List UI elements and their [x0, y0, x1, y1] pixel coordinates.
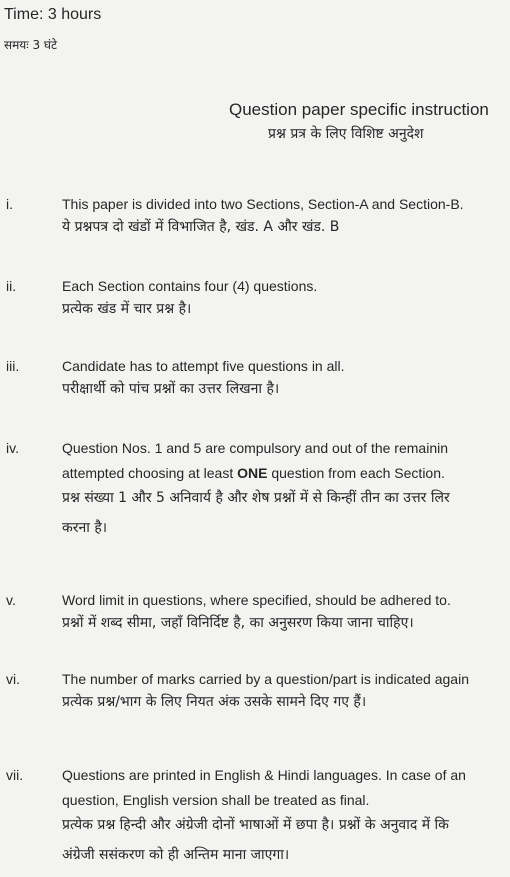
- instruction-numeral: vi.: [6, 671, 20, 687]
- instruction-numeral: vii.: [6, 767, 24, 783]
- instruction-english-segment: attempted choosing at least: [62, 465, 238, 481]
- instruction-text: [62, 358, 510, 411]
- instruction-numeral: ii.: [6, 278, 17, 294]
- instruction-english-line: Questions are printed in English & Hindi languages. In case of an: [62, 767, 466, 783]
- instruction-numeral: v.: [6, 592, 16, 608]
- instruction-english-line: Candidate has to attempt five questions in all.: [62, 358, 345, 374]
- instruction-hindi-line: प्रत्येक खंड में चार प्रश्न है।: [62, 301, 192, 317]
- instruction-text: [62, 440, 510, 550]
- instruction-english-segment: question from each Section.: [267, 465, 445, 481]
- instruction-text: [62, 671, 510, 724]
- instruction-english-line: The number of marks carried by a question/part is indicated again: [62, 671, 469, 687]
- instruction-hindi-line: करना है।: [62, 520, 108, 536]
- instruction-numeral: iv.: [6, 440, 19, 456]
- instruction-english-line: question, English version shall be treated as final.: [62, 792, 370, 808]
- instruction-hindi-line: अंग्रेजी ससंकरण को ही अन्तिम माना जाएगा।: [62, 847, 290, 863]
- instruction-english-line: Each Section contains four (4) questions.: [62, 278, 318, 294]
- time-label-english: Time: 3 hours: [4, 6, 102, 23]
- instruction-hindi-line: प्रश्न संख्या 1 और 5 अनिवार्य है और शेष प्रश्नों में से किन्हीं तीन का उत्तर लिर: [62, 490, 450, 506]
- instruction-text: [62, 196, 510, 249]
- instructions-heading-hindi: प्रश्न प्रत्र के लिए विशिष्ट अनुदेश: [268, 126, 424, 142]
- instruction-english-line: This paper is divided into two Sections, Section-A and Section-B.: [62, 196, 464, 212]
- instructions-heading-english: Question paper specific instruction: [229, 100, 489, 119]
- instruction-hindi-line: प्रत्येक प्रश्न/भाग के लिए नियत अंक उसके सामने दिए गए हैं।: [62, 694, 367, 710]
- instruction-text: [62, 278, 510, 331]
- instruction-english-line: [62, 465, 510, 490]
- instruction-numeral: iii.: [6, 358, 20, 374]
- instruction-hindi-line: प्रश्नों में शब्द सीमा, जहाँ विनिर्दिष्ट है, का अनुसरण किया जाना चाहिए।: [62, 615, 414, 631]
- instruction-numeral: i.: [6, 196, 13, 212]
- instruction-english-line: Word limit in questions, where specified, should be adhered to.: [62, 592, 451, 608]
- instruction-english-line: Question Nos. 1 and 5 are compulsory and out of the remainin: [62, 440, 448, 456]
- emphasis-text: ONE: [237, 465, 268, 481]
- instruction-text: [62, 767, 510, 877]
- instruction-hindi-line: परीक्षार्थी को पांच प्रश्नों का उत्तर लिखना है।: [62, 381, 280, 397]
- instruction-hindi-line: प्रत्येक प्रश्न हिन्दी और अंग्रेजी दोनों भाषाओं में छपा है। प्रश्नों के अनुवाद में कि: [62, 817, 449, 833]
- instruction-hindi-line: ये प्रश्नपत्र दो खंडों में विभाजित है, खंड. A और खंड. B: [62, 219, 340, 235]
- time-label-hindi: समयः 3 घंटे: [4, 38, 58, 52]
- instruction-text: [62, 592, 510, 645]
